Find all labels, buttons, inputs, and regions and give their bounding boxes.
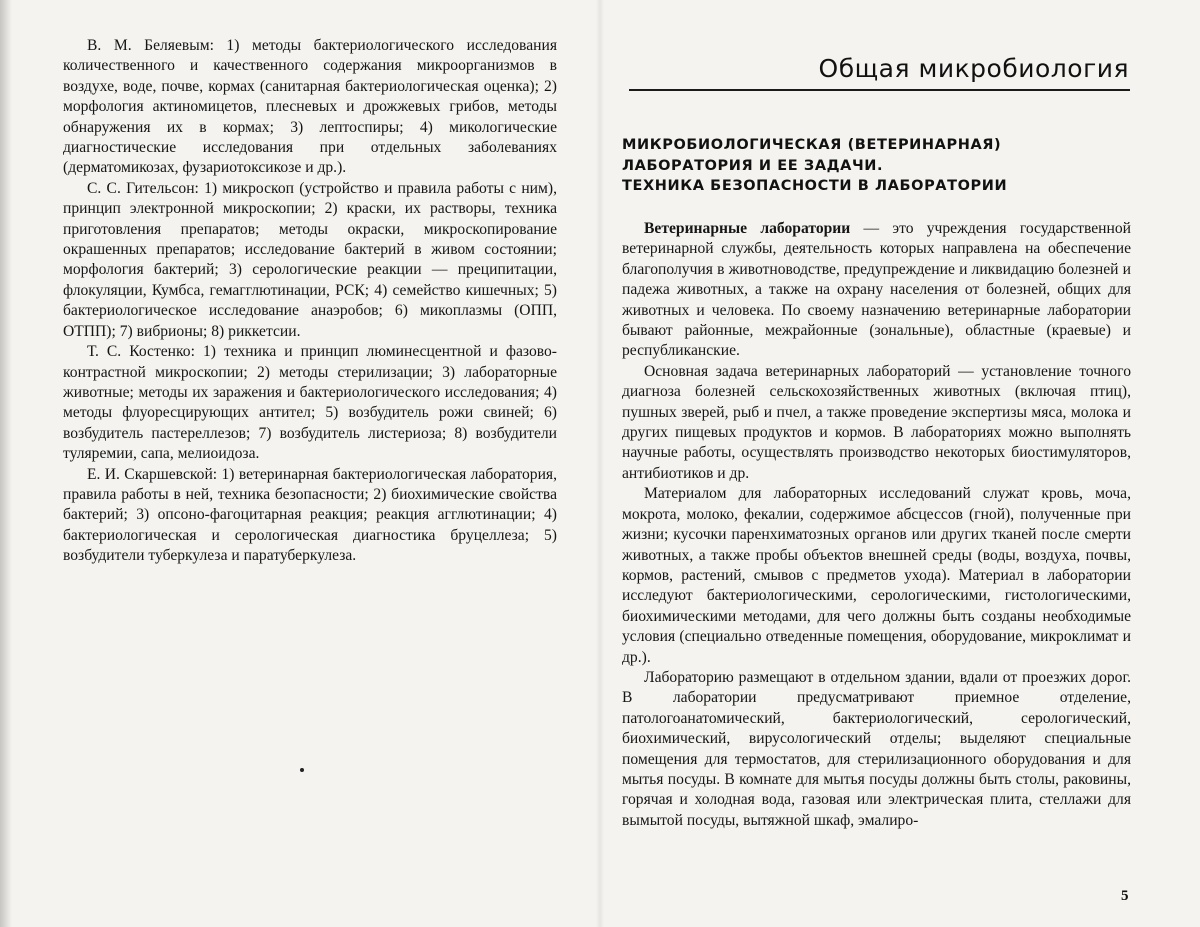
paragraph-skarshevskoy: Е. И. Скаршевской: 1) ветеринарная бактериологическая лаборатория, правила работы в ней, техника безопасности; 2) биохимические свойства бактерий; 3) опсоно-фагоцитарная реакция; реакция агглютинации; 4) бактериологическая и серологическая диагностика бруцеллеза; 5) возбудители туберкулеза и паратуберкулеза. (63, 465, 557, 565)
paragraph-gitelson: С. С. Гительсон: 1) микроскоп (устройство и правила работы с ним), принцип электронной микроскопии; 2) краски, их растворы, техника приготовления препаратов; методы окраски, микроскопирование окрашенных препаратов; исследование бактерий в живом состоянии; морфология бактерий; 3) серологические реакции — преципитации, флокуляции, Кумбса, гемагглютинации, РСК; 4) семейство кишечных; 5) бактериологическое исследование анаэробов; 6) микоплазмы (ОПП, ОТПП); 7) вибрионы; 8) риккетсии. (63, 179, 557, 340)
header-rule (629, 89, 1130, 91)
page-edge-shadow (0, 0, 12, 927)
left-text-column (63, 36, 557, 567)
print-speck (300, 768, 304, 772)
paragraph-kostenko: Т. С. Костенко: 1) техника и принцип люминесцентной и фазово-контрастной микроскопии; 2) методы стерилизации; 3) лабораторные животные; методы их заражения и бактериологического исследования; 4) методы флуоресцирующих антител; 5) возбудитель рожи свиней; 6) возбудитель пастереллезов; 7) возбудитель листериоза; 8) возбудители туляремии, сапа, мелиоидоза. (63, 343, 557, 463)
section-title-line: ТЕХНИКА БЕЗОПАСНОСТИ В ЛАБОРАТОРИИ (622, 178, 1008, 194)
page-number: 5 (1121, 888, 1129, 904)
section-title-line: МИКРОБИОЛОГИЧЕСКАЯ (ВЕТЕРИНАРНАЯ) (622, 137, 1002, 153)
section-title (622, 135, 1082, 197)
term-lead: Ветеринарные лаборатории (644, 220, 851, 237)
paragraph-vet-labs (622, 219, 1131, 362)
paragraph-main-task: Основная задача ветеринарных лабораторий — установление точного диагноза болезней сельскохозяйственных животных (включая птиц), пушных зверей, рыб и пчел, а также проведение экспертизы мяса, молока и других пищевых продуктов и кормов. В лабораториях можно выполнять научные работы, осуществлять производство некоторых биостимуляторов, антибиотиков и др. (622, 362, 1131, 482)
right-page (600, 0, 1200, 927)
right-text-column (622, 219, 1131, 831)
paragraph-placement: Лабораторию размещают в отдельном здании, вдали от проезжих дорог. В лаборатории предусматривают приемное отделение, патологоанатомический, бактериологический, серологический, биохимический, вирусологический отделы; выделяют специальные помещения для термостатов, для стерилизационного оборудования и для мытья посуды. В комнате для мытья посуды должны быть столы, раковины, горячая и холодная вода, газовая или электрическая плита, стеллажи для вымытой посуды, вытяжной шкаф, эмалиро- (622, 668, 1131, 829)
paragraph-material: Материалом для лабораторных исследований служат кровь, моча, мокрота, молоко, фекалии, содержимое абсцессов (гной), полученные при жизни; кусочки паренхиматозных органов или других тканей после смерти животных, а также пробы объектов внешней среды (воды, воздуха, почвы, кормов, растений, смывов с предметов ухода). Материал в лаборатории исследуют бактериологическими, серологическими, гистологическими, биохимическими методами, для чего должны быть созданы необходимые условия (специально отведенные помещения, оборудование, микроклимат и др.). (622, 485, 1131, 666)
running-head: Общая микробиология (818, 54, 1129, 83)
paragraph-belyaev: В. М. Беляевым: 1) методы бактериологического исследования количественного и качественного содержания микроорганизмов в воздухе, воде, почве, кормах (санитарная бактериологическая оценка); 2) морфология актиномицетов, плесневых и дрожжевых грибов, методы обнаружения их в кормах; 3) лептоспиры; 4) микологические диагностические исследования при отдельных заболеваниях (дерматомикозах, фузариотоксикозе и др.). (63, 37, 557, 177)
section-title-line: ЛАБОРАТОРИЯ И ЕЕ ЗАДАЧИ. (622, 157, 884, 174)
paragraph-text: — это учреждения государственной ветеринарной службы, деятельность которых направлена на обеспечение благополучия в животноводстве, предупреждение и ликвидацию болезней и падежа животных, а также на охрану населения от болезней, общих для животных и человека. По своему назначению ветеринарные лаборатории бывают районные, межрайонные (зональные), областные (краевые) и республиканские. (622, 220, 1131, 360)
